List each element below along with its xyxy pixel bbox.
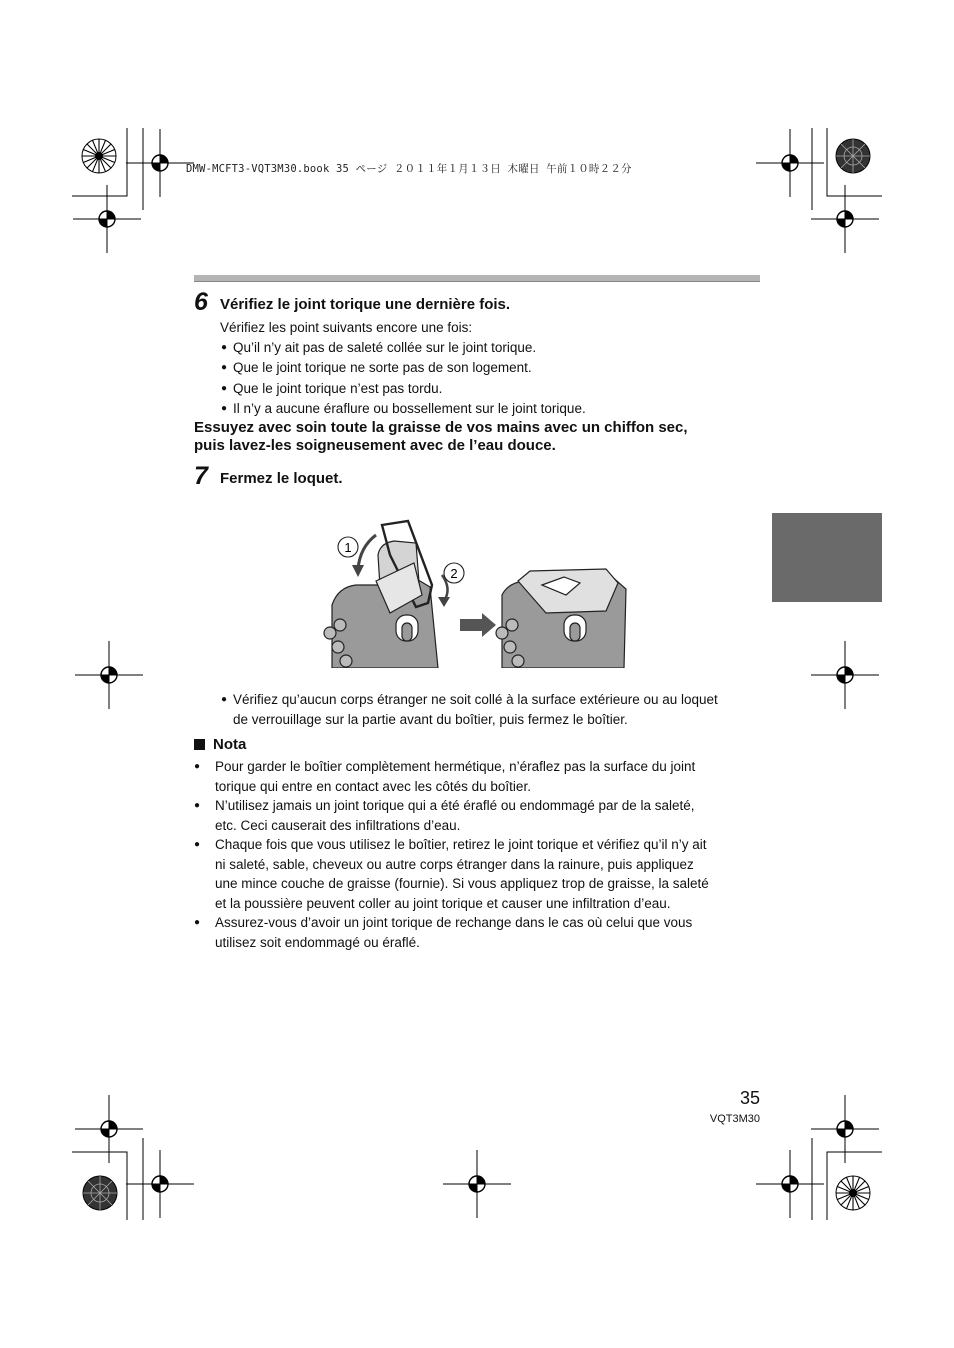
list-item bbox=[194, 835, 764, 913]
step-7-note bbox=[221, 690, 766, 729]
nota-heading bbox=[194, 736, 246, 753]
nota-line: une mince couche de graisse (fournie). Si vous appliquez trop de graisse, la saleté bbox=[215, 876, 709, 891]
nota-line: Assurez-vous d’avoir un joint torique de rechange dans le cas où celui que vous bbox=[215, 915, 693, 930]
section-tab bbox=[772, 513, 882, 602]
step-6-checklist bbox=[221, 338, 761, 419]
nota-list bbox=[194, 757, 764, 952]
step-7-note-line: de verrouillage sur la partie avant du boîtier, puis fermez le boîtier. bbox=[233, 711, 628, 727]
list-item bbox=[194, 757, 764, 796]
list-item bbox=[194, 913, 764, 952]
nota-line: utilisez soit endommagé ou éraflé. bbox=[215, 934, 420, 950]
grease-warning-line: puis lavez-les soigneusement avec de l’eau douce. bbox=[194, 437, 556, 454]
step-6-number: 6 bbox=[194, 288, 208, 316]
nota-line: et la poussière peuvent coller au joint torique et causer une infiltration d’eau. bbox=[215, 895, 671, 911]
step-6-title: Vérifiez le joint torique une dernière fois. bbox=[220, 296, 511, 313]
nota-line: Chaque fois que vous utilisez le boîtier, retirez le joint torique et vérifiez qu’il n’y ait bbox=[215, 837, 707, 852]
grease-warning bbox=[194, 419, 688, 455]
step-7-number: 7 bbox=[194, 462, 208, 490]
step-6-intro: Vérifiez les point suivants encore une fois: bbox=[220, 320, 473, 335]
list-item: ● Que le joint torique ne sorte pas de son logement. bbox=[221, 358, 761, 378]
square-bullet-icon bbox=[194, 739, 205, 750]
list-item: ● Il n’y a aucune éraflure ou bossellement sur le joint torique. bbox=[221, 399, 761, 419]
nota-line: Pour garder le boîtier complètement hermétique, n’éraflez pas la surface du joint bbox=[215, 759, 696, 774]
list-item bbox=[221, 690, 766, 729]
grease-warning-line: Essuyez avec soin toute la graisse de vos mains avec un chiffon sec, bbox=[194, 419, 688, 436]
list-item: ● Qu’il n’y ait pas de saleté collée sur le joint torique. bbox=[221, 338, 761, 358]
nota-line: ni saleté, sable, cheveux ou autre corps étranger dans la rainure, puis appliquez bbox=[215, 856, 694, 872]
section-rule bbox=[194, 275, 760, 282]
step-7-title: Fermez le loquet. bbox=[220, 470, 343, 487]
callout-1: 1 bbox=[344, 540, 352, 555]
page-number: 35 bbox=[739, 1088, 760, 1108]
nota-line: torique qui entre en contact avec les côtés du boîtier. bbox=[215, 778, 531, 794]
housing-closed-latch bbox=[496, 569, 626, 668]
print-header: DMW-MCFT3-VQT3M30.book 35 ページ ２０１１年１月１３日 木曜日 午前１０時２２分 bbox=[186, 163, 632, 175]
nota-line: N’utilisez jamais un joint torique qui a été éraflé ou endommagé par de la saleté, bbox=[215, 798, 695, 813]
rotate-arrow-1 bbox=[358, 535, 376, 569]
list-item: ● Que le joint torique n’est pas tordu. bbox=[221, 379, 761, 399]
model-code: VQT3M30 bbox=[709, 1113, 760, 1125]
callout-2: 2 bbox=[450, 566, 458, 581]
nota-line: etc. Ceci causerait des infiltrations d’eau. bbox=[215, 817, 461, 833]
nota-heading-label: Nota bbox=[213, 736, 247, 753]
list-item bbox=[194, 796, 764, 835]
arrow-right-icon bbox=[460, 613, 496, 637]
latch-closing-illustration bbox=[320, 515, 640, 668]
step-7-note-line: Vérifiez qu’aucun corps étranger ne soit collé à la surface extérieure ou au loquet bbox=[233, 692, 718, 707]
